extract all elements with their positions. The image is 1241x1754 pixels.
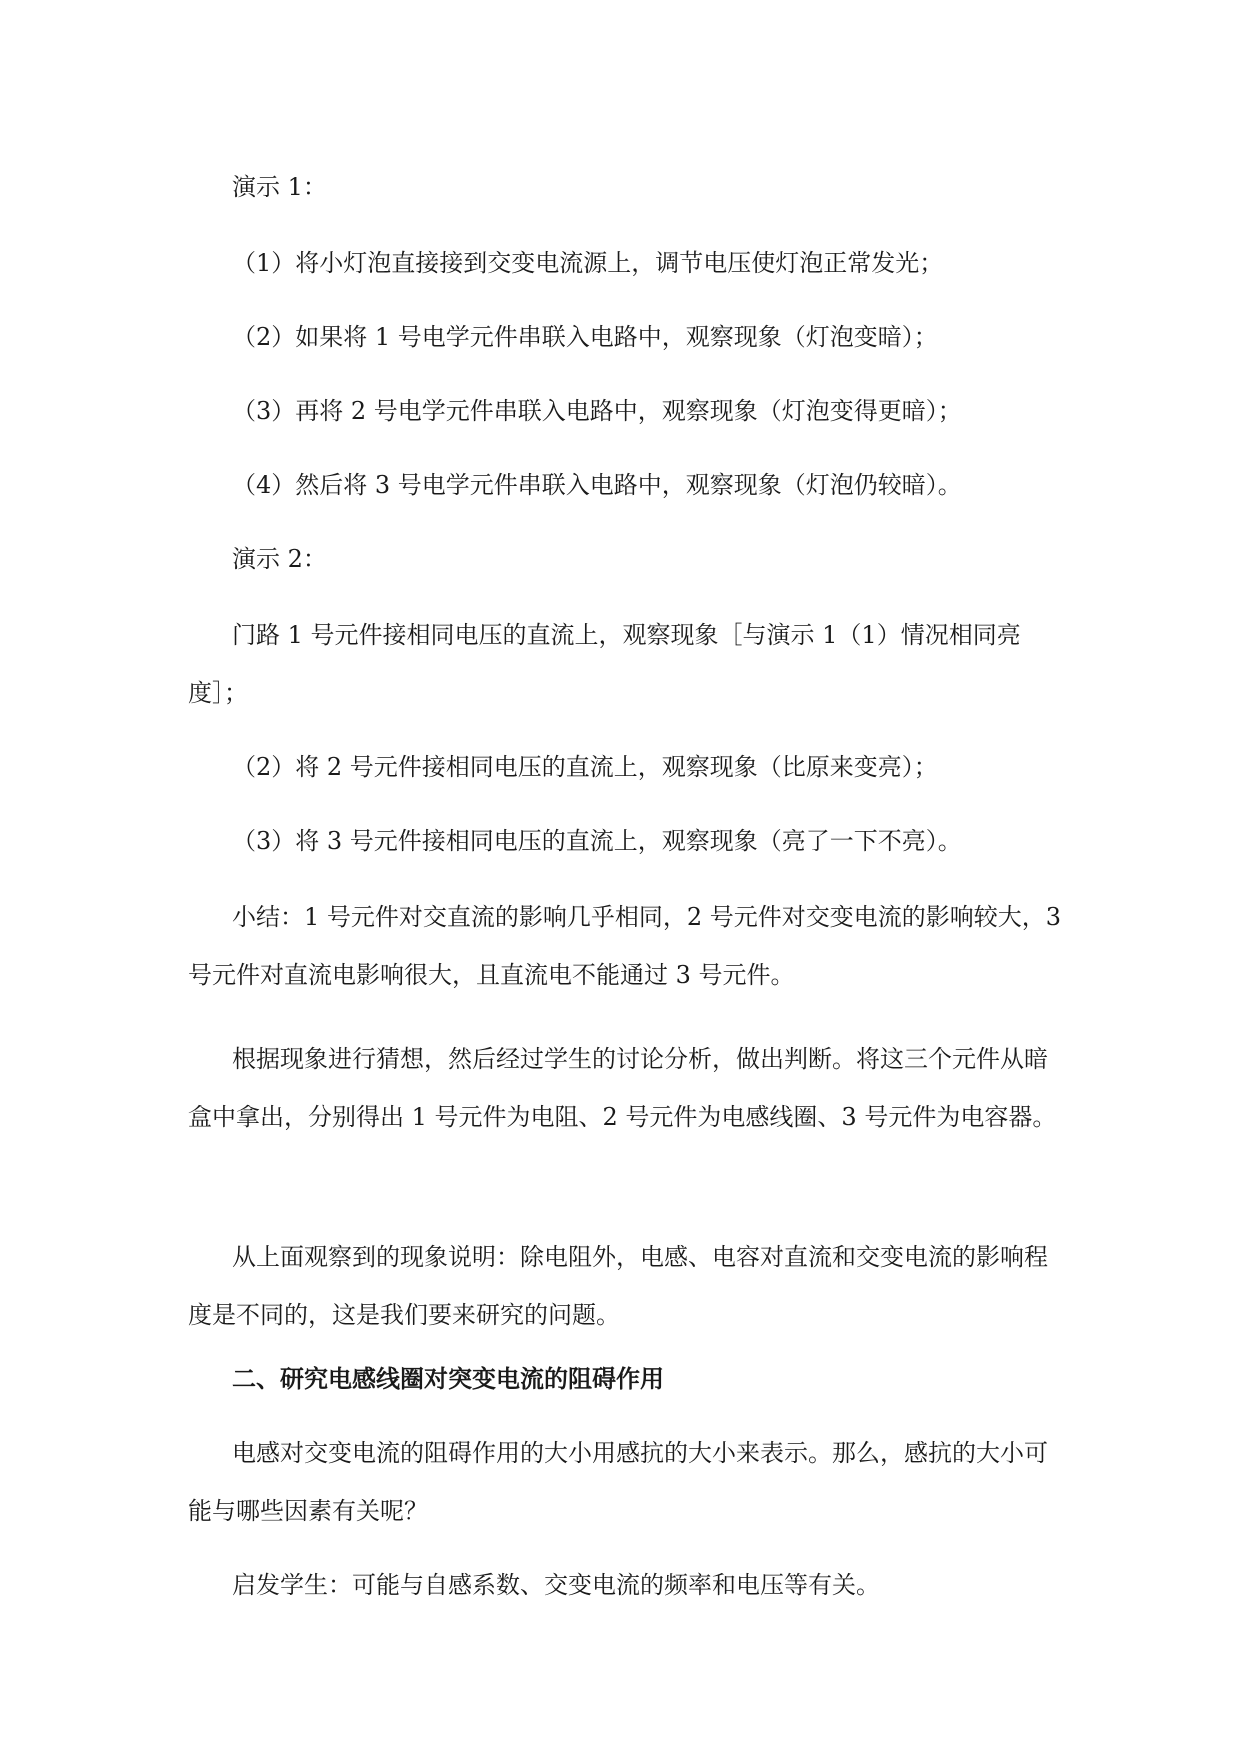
observation-paragraph: 从上面观察到的现象说明：除电阻外，电感、电容对直流和交变电流的影响程度是不同的，这是我们要来研究的问题。: [188, 1243, 1048, 1329]
demo-2-step-2: （2）将 2 号元件接相同电压的直流上，观察现象（比原来变亮）；: [232, 753, 938, 781]
demo-1-step-2: （2）如果将 1 号电学元件串联入电路中，观察现象（灯泡变暗）；: [232, 323, 938, 351]
demo-2-step-3: （3）将 3 号元件接相同电压的直流上，观察现象（亮了一下不亮）。: [232, 827, 962, 855]
demo-2-heading: 演示 2：: [232, 545, 327, 573]
demo-1-step-1: （1）将小灯泡直接接到交变电流源上，调节电压使灯泡正常发光；: [232, 249, 944, 277]
summary-paragraph: 小结：1 号元件对交直流的影响几乎相同，2 号元件对交变电流的影响较大，3 号元件对直流电影响很大，且直流电不能通过 3 号元件。: [188, 903, 1062, 989]
prompt-students-paragraph: 启发学生：可能与自感系数、交变电流的频率和电压等有关。: [232, 1571, 880, 1599]
demo-2-step-1: 门路 1 号元件接相同电压的直流上，观察现象［与演示 1（1）情况相同亮度］；: [188, 621, 1021, 707]
section-2-heading: 二、研究电感线圈对突变电流的阻碍作用: [232, 1365, 664, 1393]
demo-1-step-3: （3）再将 2 号电学元件串联入电路中，观察现象（灯泡变得更暗）；: [232, 397, 962, 425]
inductive-reactance-paragraph: 电感对交变电流的阻碍作用的大小用感抗的大小来表示。那么，感抗的大小可能与哪些因素有关呢？: [188, 1439, 1048, 1525]
demo-1-step-4: （4）然后将 3 号电学元件串联入电路中，观察现象（灯泡仍较暗）。: [232, 471, 962, 499]
inference-paragraph: 根据现象进行猜想，然后经过学生的讨论分析，做出判断。将这三个元件从暗盒中拿出，分别得出 1 号元件为电阻、2 号元件为电感线圈、3 号元件为电容器。: [188, 1045, 1057, 1131]
demo-1-heading: 演示 1：: [232, 173, 327, 201]
